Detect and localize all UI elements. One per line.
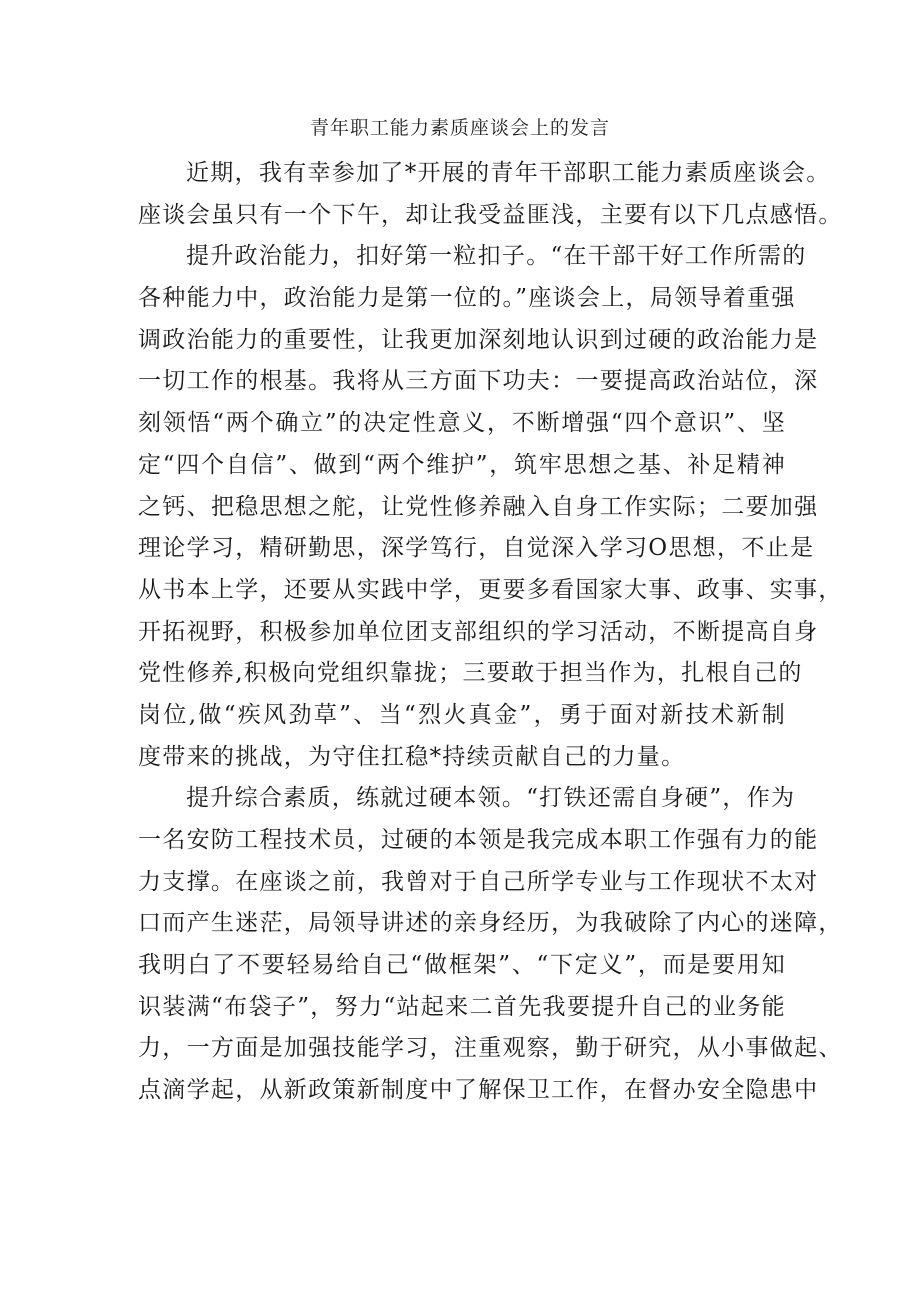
text-line: 我明白了不要轻易给自己“做框架”、“下定义”，而是要用知 xyxy=(138,952,786,979)
text-line: 一切工作的根基。我将从三方面下功夫：一要提高政治站位，深 xyxy=(138,368,819,395)
text-line: 提升政治能力，扣好第一粒扣子。“在干部干好工作所需的 xyxy=(186,243,807,270)
text-line: 度带来的挑战，为守住扛稳*持续贡献自己的力量。 xyxy=(138,743,686,770)
text-line: 座谈会虽只有一个下午，却让我受益匪浅，主要有以下几点感悟。 xyxy=(138,201,843,228)
text-line: 之钙、把稳思想之舵，让党性修养融入自身工作实际；二要加强 xyxy=(138,493,819,520)
text-line: 各种能力中，政治能力是第一位的。”座谈会上，局领导着重强 xyxy=(138,285,796,312)
document-body xyxy=(138,153,843,1112)
text-line: 识装满“布袋子”，努力“站起来二首先我要提升自己的业务能 xyxy=(138,993,786,1020)
paragraph-2 xyxy=(138,236,843,778)
text-line: 近期，我有幸参加了*开展的青年干部职工能力素质座谈会。 xyxy=(186,160,831,186)
text-line: 理论学习，精研勤思，深学笃行，自觉深入学习O思想，不止是 xyxy=(138,535,815,562)
text-line: 岗位,做“疾风劲草”、当“烈火真金”，勇于面对新技术新制 xyxy=(138,701,786,728)
text-line: 点滴学起，从新政策新制度中了解保卫工作，在督办安全隐患中 xyxy=(138,1077,819,1104)
text-line: 党性修养,积极向党组织靠拢；三要敢于担当作为，扎根自己的 xyxy=(138,660,803,687)
paragraph-3 xyxy=(138,778,843,1112)
text-line: 一名安防工程技术员，过硬的本领是我完成本职工作强有力的能 xyxy=(138,827,819,853)
text-line: 定“四个自信”、做到“两个维护”，筑牢思想之基、补足精神 xyxy=(138,451,786,478)
text-line: 力支撑。在座谈之前，我曾对于自己所学专业与工作现状不太对 xyxy=(138,868,819,895)
text-line: 调政治能力的重要性，让我更加深刻地认识到过硬的政治能力是 xyxy=(138,326,819,353)
paragraph-1 xyxy=(138,153,843,236)
text-line: 口而产生迷茫，局领导讲述的亲身经历，为我破除了内心的迷障， xyxy=(138,910,843,937)
text-line: 开拓视野，积极参加单位团支部组织的学习活动，不断提高自身 xyxy=(138,618,819,645)
text-line: 刻领悟“两个确立”的决定性意义，不断增强“四个意识”、坚 xyxy=(138,410,786,437)
document-title: 青年职工能力素质座谈会上的发言 xyxy=(309,117,610,139)
text-line: 从书本上学，还要从实践中学，更要多看国家大事、政事、实事， xyxy=(138,576,843,603)
text-line: 提升综合素质，练就过硬本领。“打铁还需自身硬”，作为 xyxy=(186,785,796,812)
text-line: 力，一方面是加强技能学习，注重观察，勤于研究，从小事做起、 xyxy=(138,1035,843,1062)
